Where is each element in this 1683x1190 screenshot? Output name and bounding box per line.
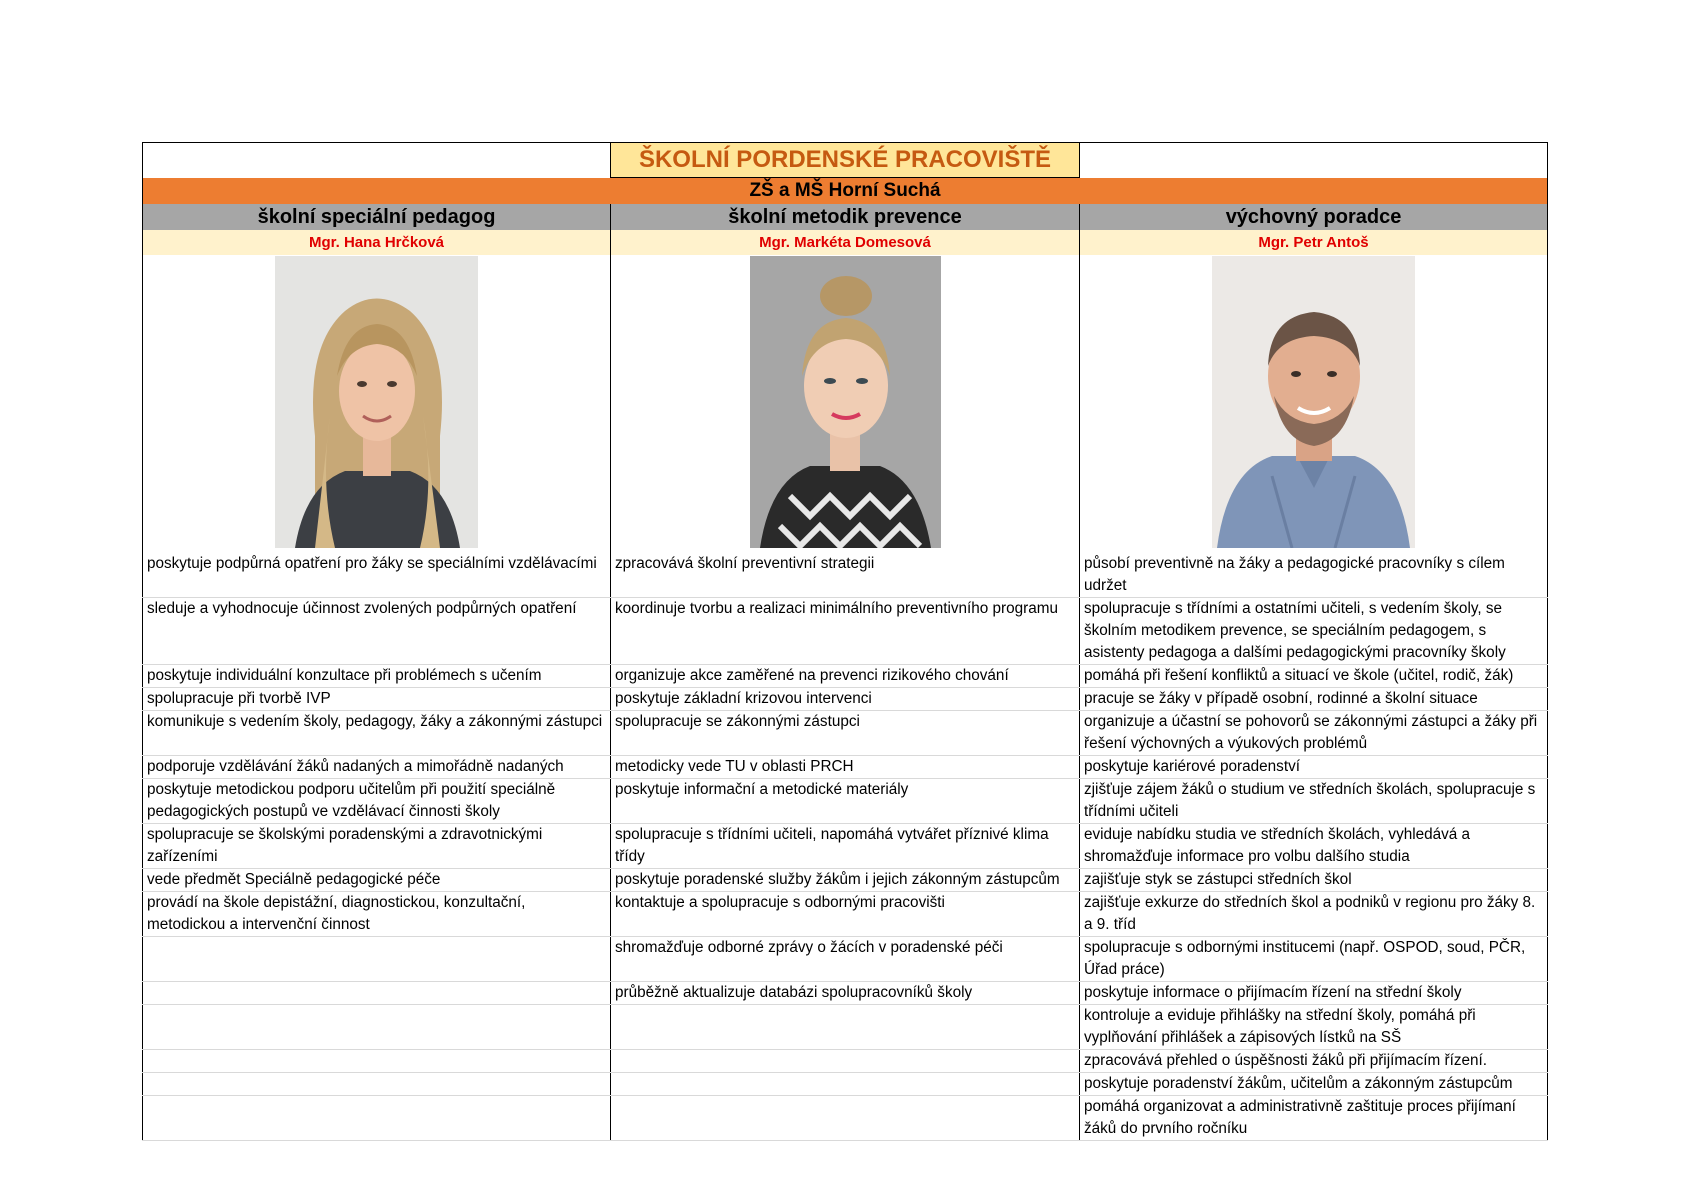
duty-cell	[611, 1005, 1080, 1050]
duty-text: spolupracuje se školskými poradenskými a zdravotnickými zařízeními	[147, 826, 543, 865]
duty-cell	[611, 1050, 1080, 1073]
staff-sheet	[142, 142, 1547, 1141]
duty-cell	[1080, 892, 1548, 937]
title-blank-right	[1080, 143, 1548, 178]
duty-row	[143, 1096, 1548, 1141]
duty-text: provádí na škole depistážní, diagnostickou, konzultační, metodickou a intervenční činnost	[147, 894, 526, 933]
duty-cell	[611, 892, 1080, 937]
duty-row	[143, 779, 1548, 824]
name-special-pedagogue: Mgr. Hana Hrčková	[143, 230, 611, 255]
duty-text: shromažďuje odborné zprávy o žácích v poradenské péči	[615, 939, 1003, 956]
duty-cell	[611, 711, 1080, 756]
duty-cell	[611, 937, 1080, 982]
duty-text: zpracovává školní preventivní strategii	[615, 555, 875, 572]
page-title: ŠKOLNÍ PORDENSKÉ PRACOVIŠTĚ	[611, 143, 1080, 178]
duty-cell	[611, 598, 1080, 665]
name-row	[143, 230, 1548, 255]
portrait-photo-domesova	[750, 256, 941, 548]
duty-cell	[611, 982, 1080, 1005]
duty-row	[143, 711, 1548, 756]
duty-row	[143, 937, 1548, 982]
role-row	[143, 204, 1548, 230]
duty-text: organizuje akce zaměřené na prevenci rizikového chování	[615, 667, 1009, 684]
duty-row	[143, 1073, 1548, 1096]
duty-text: poskytuje kariérové poradenství	[1084, 758, 1300, 775]
duty-cell	[611, 1073, 1080, 1096]
school-row	[143, 178, 1548, 205]
duty-cell	[1080, 553, 1548, 598]
portrait-photo-antos	[1212, 256, 1415, 548]
duty-text: pomáhá organizovat a administrativně zaštituje proces přijímaní žáků do prvního ročníku	[1084, 1098, 1516, 1137]
duty-cell	[611, 665, 1080, 688]
duty-text: organizuje a účastní se pohovorů se zákonnými zástupci a žáky při řešení výchovných a výukových problémů	[1084, 713, 1538, 752]
duty-text: metodicky vede TU v oblasti PRCH	[615, 758, 854, 775]
duty-text: poskytuje informace o přijímacím řízení na střední školy	[1084, 984, 1462, 1001]
duty-row	[143, 756, 1548, 779]
duty-row	[143, 553, 1548, 598]
duty-cell	[1080, 688, 1548, 711]
duty-text: kontaktuje a spolupracuje s odbornými pracovišti	[615, 894, 945, 911]
duty-text: pracuje se žáky v případě osobní, rodinné a školní situace	[1084, 690, 1478, 707]
duty-text: spolupracuje se zákonnými zástupci	[615, 713, 860, 730]
duty-cell	[1080, 1050, 1548, 1073]
duty-row	[143, 824, 1548, 869]
duty-cell	[143, 982, 611, 1005]
duty-cell	[1080, 665, 1548, 688]
duty-cell	[611, 1096, 1080, 1141]
duty-cell	[143, 665, 611, 688]
duty-cell	[1080, 869, 1548, 892]
duty-row	[143, 598, 1548, 665]
duty-cell	[611, 688, 1080, 711]
duty-text: sleduje a vyhodnocuje účinnost zvolených podpůrných opatření	[147, 600, 577, 617]
duty-cell	[1080, 779, 1548, 824]
duty-text: poskytuje informační a metodické materiály	[615, 781, 909, 798]
duty-text: vede předmět Speciálně pedagogické péče	[147, 871, 441, 888]
role-educational-counselor: výchovný poradce	[1080, 204, 1548, 230]
duty-text: poskytuje metodickou podporu učitelům při použití speciálně pedagogických postupů ve vzdělávací činnosti školy	[147, 781, 556, 820]
photo-cell-2	[611, 255, 1080, 553]
duty-text: průběžně aktualizuje databázi spolupracovníků školy	[615, 984, 973, 1001]
duty-cell	[143, 779, 611, 824]
duty-cell	[143, 598, 611, 665]
duty-text: podporuje vzdělávání žáků nadaných a mimořádně nadaných	[147, 758, 564, 775]
duty-text: kontroluje a eviduje přihlášky na střední školy, pomáhá při vyplňování přihlášek a zápisových lístků na SŠ	[1084, 1007, 1476, 1046]
duty-text: zajišťuje styk se zástupci středních škol	[1084, 871, 1352, 888]
duty-cell	[143, 869, 611, 892]
duty-cell	[611, 756, 1080, 779]
duty-text: působí preventivně na žáky a pedagogické pracovníky s cílem udržet	[1084, 555, 1505, 594]
role-special-pedagogue: školní speciální pedagog	[143, 204, 611, 230]
duty-cell	[143, 937, 611, 982]
duty-cell	[1080, 1073, 1548, 1096]
name-educational-counselor: Mgr. Petr Antoš	[1080, 230, 1548, 255]
duty-cell	[1080, 824, 1548, 869]
duty-cell	[1080, 982, 1548, 1005]
duty-text: pomáhá při řešení konfliktů a situací ve škole (učitel, rodič, žák)	[1084, 667, 1514, 684]
duty-cell	[1080, 937, 1548, 982]
duty-cell	[1080, 1005, 1548, 1050]
duty-cell	[611, 869, 1080, 892]
duty-text: poskytuje poradenské služby žákům i jejich zákonným zástupcům	[615, 871, 1060, 888]
duty-row	[143, 869, 1548, 892]
staff-table	[142, 142, 1548, 1141]
duty-cell	[1080, 1096, 1548, 1141]
duty-text: spolupracuje s třídními a ostatními učiteli, s vedením školy, se školním metodikem prevence, se speciálním pedagogem, s asistenty pedagoga a dalšími pedagogickými pracovníky školy	[1084, 600, 1506, 661]
duty-text: poskytuje základní krizovou intervenci	[615, 690, 872, 707]
duty-row	[143, 1005, 1548, 1050]
duty-text: koordinuje tvorbu a realizaci minimálního preventivního programu	[615, 600, 1058, 617]
duty-cell	[1080, 756, 1548, 779]
title-row	[143, 143, 1548, 178]
duty-cell	[143, 688, 611, 711]
duty-text: eviduje nabídku studia ve středních školách, vyhledává a shromažďuje informace pro volbu dalšího studia	[1084, 826, 1471, 865]
portrait-photo-hrckova	[275, 256, 478, 548]
duty-cell	[143, 892, 611, 937]
duty-row	[143, 1050, 1548, 1073]
duty-text: poskytuje podpůrná opatření pro žáky se speciálními vzdělávacími	[147, 555, 597, 572]
title-blank-left	[143, 143, 611, 178]
duty-text: spolupracuje s třídními učiteli, napomáhá vytvářet příznivé klima třídy	[615, 826, 1049, 865]
duty-cell	[143, 824, 611, 869]
duty-text: komunikuje s vedením školy, pedagogy, žáky a zákonnými zástupci	[147, 713, 603, 730]
duty-cell	[1080, 598, 1548, 665]
duty-text: spolupracuje při tvorbě IVP	[147, 690, 331, 707]
duty-cell	[143, 1050, 611, 1073]
duty-cell	[143, 756, 611, 779]
duty-cell	[143, 553, 611, 598]
role-prevention-methodist: školní metodik prevence	[611, 204, 1080, 230]
photo-row	[143, 255, 1548, 553]
duty-text: zpracovává přehled o úspěšnosti žáků při přijímacím řízení.	[1084, 1052, 1487, 1069]
duty-row	[143, 665, 1548, 688]
duty-row	[143, 982, 1548, 1005]
duty-cell	[611, 824, 1080, 869]
duty-text: poskytuje poradenství žákům, učitelům a zákonným zástupcům	[1084, 1075, 1513, 1092]
school-name: ZŠ a MŠ Horní Suchá	[143, 178, 1548, 205]
duty-text: spolupracuje s odbornými institucemi (např. OSPOD, soud, PČR, Úřad práce)	[1084, 939, 1526, 978]
duty-text: poskytuje individuální konzultace při problémech s učením	[147, 667, 542, 684]
duty-row	[143, 688, 1548, 711]
photo-cell-3	[1080, 255, 1548, 553]
duty-cell	[143, 1096, 611, 1141]
duty-cell	[611, 553, 1080, 598]
photo-cell-1	[143, 255, 611, 553]
duty-text: zajišťuje exkurze do středních škol a podniků v regionu pro žáky 8. a 9. tříd	[1084, 894, 1536, 933]
duty-cell	[143, 1005, 611, 1050]
duty-row	[143, 892, 1548, 937]
duty-text: zjišťuje zájem žáků o studium ve středních školách, spolupracuje s třídními učiteli	[1084, 781, 1536, 820]
duty-cell	[611, 779, 1080, 824]
name-prevention-methodist: Mgr. Markéta Domesová	[611, 230, 1080, 255]
duty-cell	[143, 1073, 611, 1096]
duty-cell	[143, 711, 611, 756]
duty-cell	[1080, 711, 1548, 756]
